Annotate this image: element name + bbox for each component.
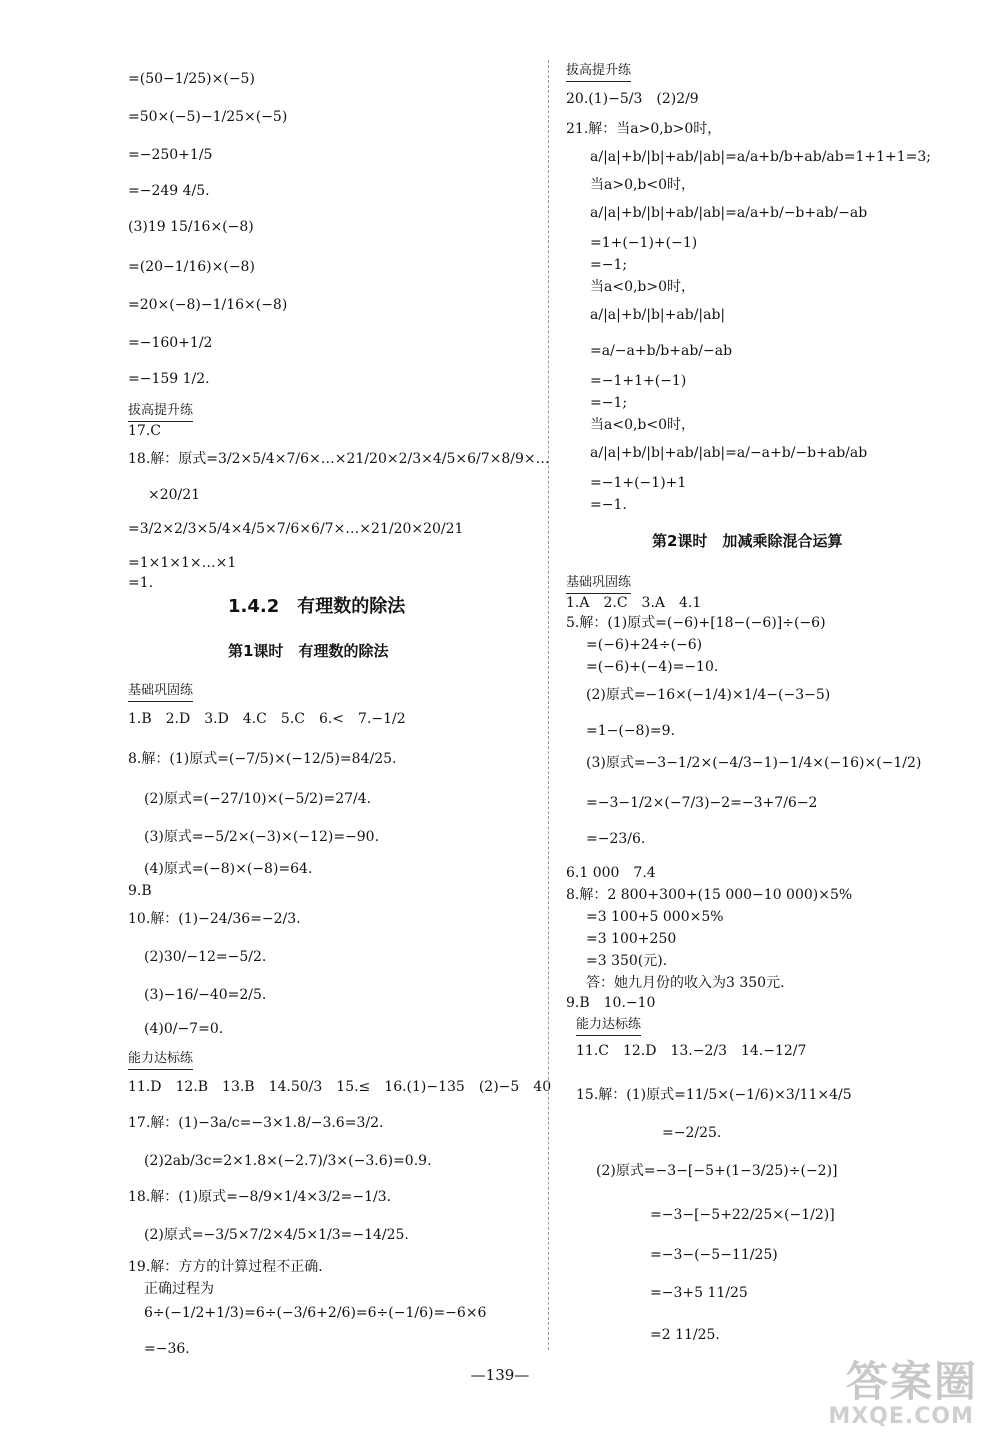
right-line: =−3+5 11/25 bbox=[650, 1285, 748, 1301]
right-line: =3 100+5 000×5% bbox=[586, 909, 724, 925]
right-line: a/|a|+b/|b|+ab/|ab|=a/−a+b/−b+ab/ab bbox=[590, 445, 868, 461]
right-line: =−2/25. bbox=[662, 1125, 722, 1141]
left-line: 正确过程为 bbox=[144, 1281, 214, 1297]
left-line: (2)2ab/3c=2×1.8×(−2.7)/3×(−3.6)=0.9. bbox=[144, 1153, 432, 1169]
left-line: =−160+1/2 bbox=[128, 335, 213, 351]
right-line: 9.B 10.−10 bbox=[566, 995, 656, 1011]
right-line: =−3−[−5+22/25×(−1/2)] bbox=[650, 1207, 835, 1223]
left-line: (4)0/−7=0. bbox=[144, 1021, 224, 1037]
right-line: 能力达标练 bbox=[576, 1016, 641, 1036]
right-line: 当a>0,b<0时， bbox=[590, 177, 696, 193]
right-line: =a/−a+b/b+ab/−ab bbox=[590, 343, 733, 359]
left-line: 10.解：(1)−24/36=−2/3. bbox=[128, 911, 301, 927]
right-line: 当a<0,b<0时， bbox=[590, 417, 696, 433]
right-line: =−3−1/2×(−7/3)−2=−3+7/6−2 bbox=[586, 795, 818, 811]
left-line: (3)19 15/16×(−8) bbox=[128, 219, 254, 235]
right-line: =−1+(−1)+1 bbox=[590, 475, 687, 491]
right-line: =(−6)+(−4)=−10. bbox=[586, 659, 719, 675]
left-line: (4)原式=(−8)×(−8)=64. bbox=[144, 861, 313, 877]
right-line: 拔高提升练 bbox=[566, 62, 631, 82]
left-line: 17.C bbox=[128, 423, 161, 439]
right-line: =1−(−8)=9. bbox=[586, 723, 676, 739]
left-line: =(50−1/25)×(−5) bbox=[128, 71, 255, 87]
right-line: =−3−(−5−11/25) bbox=[650, 1247, 778, 1263]
watermark-url: MXQE.COM bbox=[828, 1404, 974, 1429]
right-line: 1.A 2.C 3.A 4.1 bbox=[566, 595, 702, 611]
right-line: 基础巩固练 bbox=[566, 574, 631, 594]
left-line: 9.B bbox=[128, 883, 152, 899]
right-line: 当a<0,b>0时， bbox=[590, 279, 696, 295]
left-line: (2)原式=(−27/10)×(−5/2)=27/4. bbox=[144, 791, 372, 807]
watermark-logo bbox=[818, 1349, 978, 1429]
right-line: =−1. bbox=[590, 497, 627, 513]
left-line: =1. bbox=[128, 575, 154, 591]
left-line: =50×(−5)−1/25×(−5) bbox=[128, 109, 288, 125]
right-line: =1+(−1)+(−1) bbox=[590, 235, 698, 251]
left-line: (3)原式=−5/2×(−3)×(−12)=−90. bbox=[144, 829, 380, 845]
left-line: =(20−1/16)×(−8) bbox=[128, 259, 255, 275]
right-line: a/|a|+b/|b|+ab/|ab| bbox=[590, 307, 726, 323]
left-line: =1×1×1×…×1 bbox=[128, 555, 237, 571]
left-line: =−36. bbox=[144, 1341, 190, 1357]
left-line: 1.B 2.D 3.D 4.C 5.C 6.< 7.−1/2 bbox=[128, 711, 406, 727]
right-line: =−1; bbox=[590, 257, 628, 273]
left-line: 能力达标练 bbox=[128, 1050, 193, 1070]
right-line: 5.解：(1)原式=(−6)+[18−(−6)]÷(−6) bbox=[566, 615, 826, 631]
right-line: 15.解：(1)原式=11/5×(−1/6)×3/11×4/5 bbox=[576, 1087, 852, 1103]
right-line: 20.(1)−5/3 (2)2/9 bbox=[566, 91, 699, 107]
page-number: —139— bbox=[470, 1366, 530, 1384]
right-line: (2)原式=−16×(−1/4)×1/4−(−3−5) bbox=[586, 687, 831, 703]
right-line: 第2课时 加减乘除混合运算 bbox=[652, 532, 843, 550]
left-line: (2)原式=−3/5×7/2×4/5×1/3=−14/25. bbox=[144, 1227, 409, 1243]
left-line: =−159 1/2. bbox=[128, 371, 210, 387]
left-line: 8.解：(1)原式=(−7/5)×(−12/5)=84/25. bbox=[128, 751, 397, 767]
left-line: 11.D 12.B 13.B 14.50/3 15.≤ 16.(1)−135 (2)−5 40 bbox=[128, 1079, 552, 1095]
left-line: 第1课时 有理数的除法 bbox=[228, 642, 389, 660]
right-line: =−1+1+(−1) bbox=[590, 373, 687, 389]
left-line: 18.解：(1)原式=−8/9×1/4×3/2=−1/3. bbox=[128, 1189, 392, 1205]
left-line: (3)−16/−40=2/5. bbox=[144, 987, 267, 1003]
right-line: (2)原式=−3−[−5+(1−3/25)÷(−2)] bbox=[596, 1163, 838, 1179]
left-line: 19.解：方方的计算过程不正确. bbox=[128, 1259, 323, 1275]
watermark-text: 答案圈 bbox=[845, 1357, 978, 1406]
right-line: 21.解：当a>0,b>0时， bbox=[566, 121, 722, 137]
right-line: =−1; bbox=[590, 395, 628, 411]
left-line: (2)30/−12=−5/2. bbox=[144, 949, 267, 965]
left-line: 1.4.2 有理数的除法 bbox=[228, 596, 406, 617]
right-line: (3)原式=−3−1/2×(−4/3−1)−1/4×(−16)×(−1/2) bbox=[586, 755, 922, 771]
right-line: =(−6)+24÷(−6) bbox=[586, 637, 703, 653]
left-line: 6÷(−1/2+1/3)=6÷(−3/6+2/6)=6÷(−1/6)=−6×6 bbox=[144, 1305, 487, 1321]
right-line: 6.1 000 7.4 bbox=[566, 865, 656, 881]
left-line: =20×(−8)−1/16×(−8) bbox=[128, 297, 288, 313]
left-line: =−249 4/5. bbox=[128, 183, 210, 199]
left-line: 拔高提升练 bbox=[128, 402, 193, 422]
left-line: =3/2×2/3×5/4×4/5×7/6×6/7×…×21/20×20/21 bbox=[128, 521, 464, 537]
left-line: 17.解：(1)−3a/c=−3×1.8/−3.6=3/2. bbox=[128, 1115, 384, 1131]
right-line: a/|a|+b/|b|+ab/|ab|=a/a+b/b+ab/ab=1+1+1=3; bbox=[590, 149, 931, 165]
left-line: =−250+1/5 bbox=[128, 147, 213, 163]
right-line: 11.C 12.D 13.−2/3 14.−12/7 bbox=[576, 1043, 807, 1059]
right-line: 8.解：2 800+300+(15 000−10 000)×5% bbox=[566, 887, 853, 903]
column-divider bbox=[548, 60, 549, 1350]
right-line: =−23/6. bbox=[586, 831, 646, 847]
right-line: a/|a|+b/|b|+ab/|ab|=a/a+b/−b+ab/−ab bbox=[590, 205, 868, 221]
left-line: ×20/21 bbox=[148, 487, 201, 503]
right-line: =3 350(元). bbox=[586, 953, 668, 969]
left-line: 18.解：原式=3/2×5/4×7/6×…×21/20×2/3×4/5×6/7×8/9×… bbox=[128, 451, 550, 467]
left-line: 基础巩固练 bbox=[128, 682, 193, 702]
right-line: 答：她九月份的收入为3 350元. bbox=[586, 975, 785, 991]
right-line: =2 11/25. bbox=[650, 1327, 720, 1343]
right-line: =3 100+250 bbox=[586, 931, 677, 947]
